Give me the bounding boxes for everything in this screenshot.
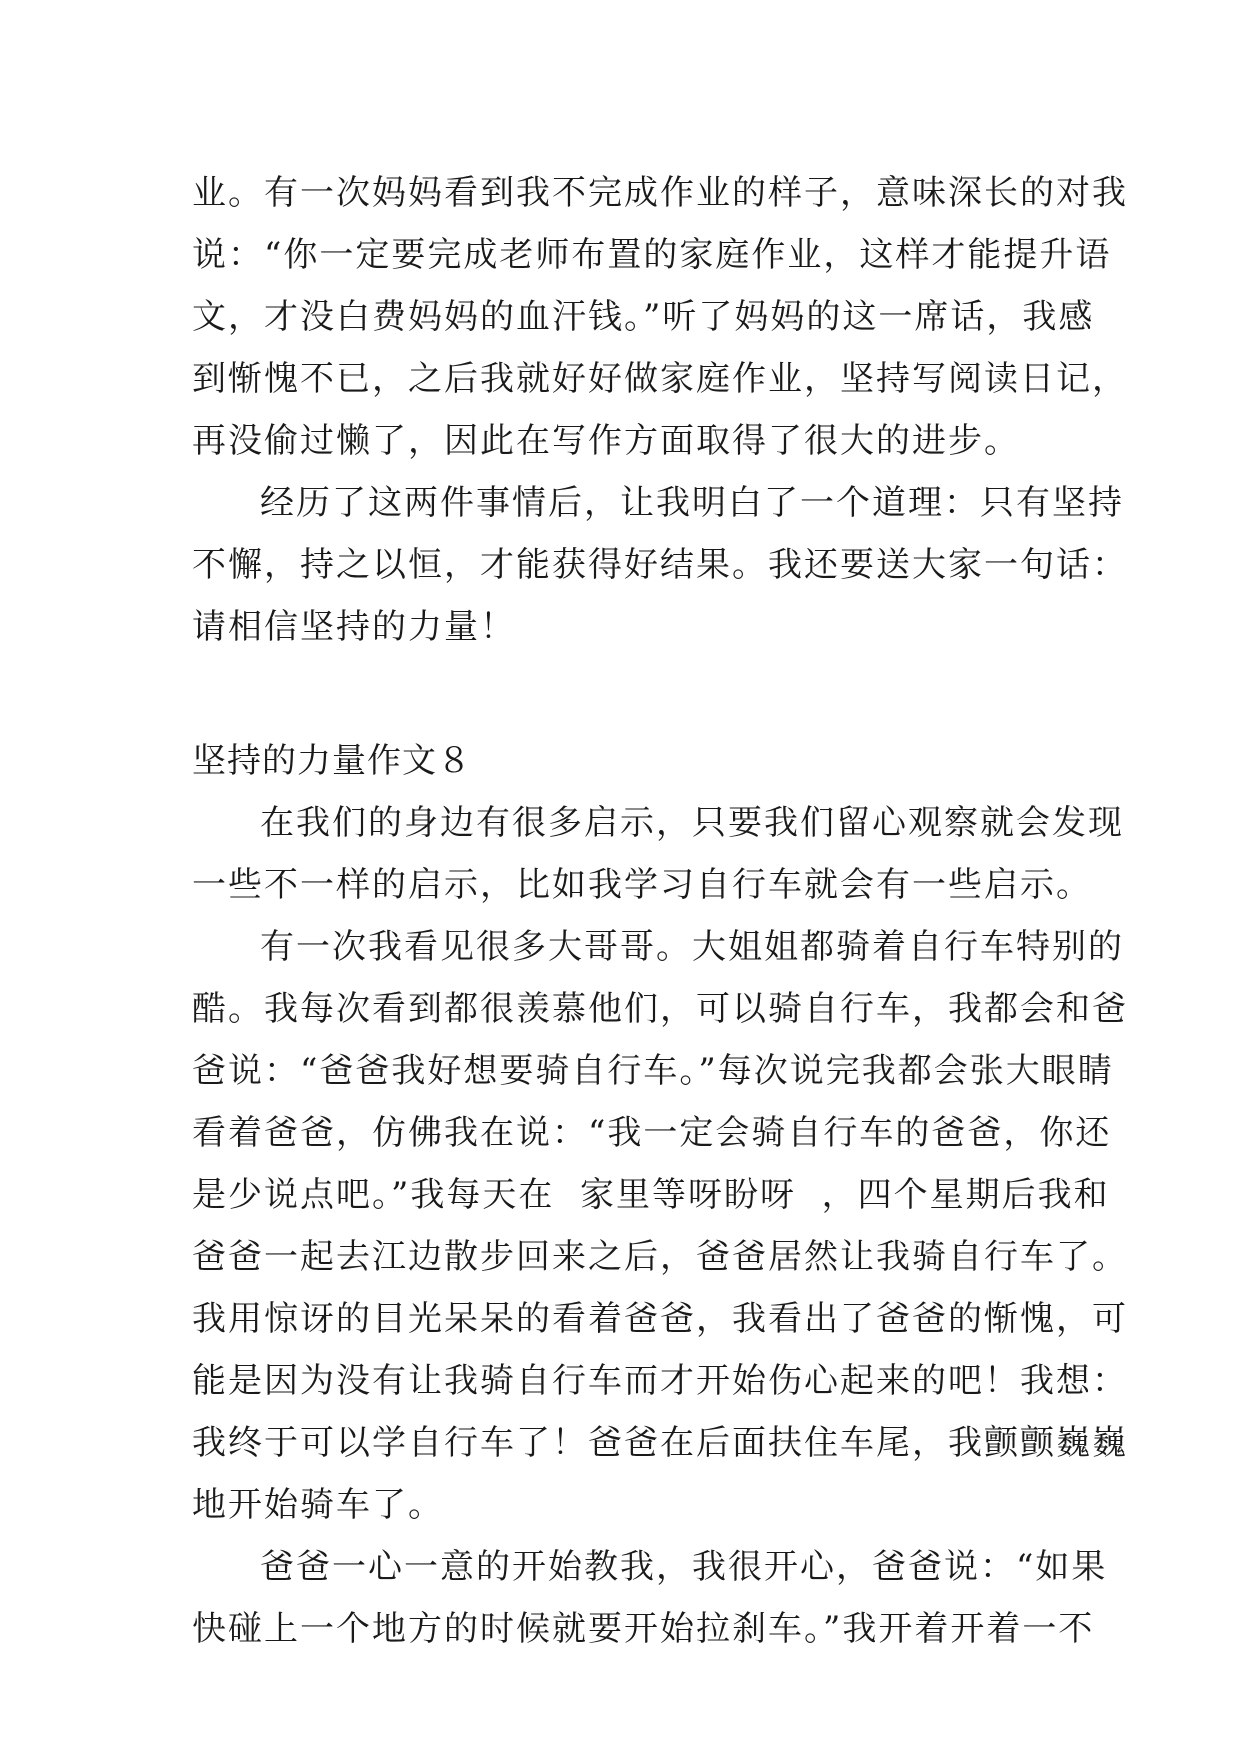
text-line: 爸爸一心一意的开始教我，我很开心，爸爸说：“如果	[260, 1547, 1108, 1587]
document-body	[192, 162, 1128, 1660]
text-line: 请相信坚持的力量！	[192, 607, 516, 647]
text-line: 酷。我每次看到都很羡慕他们，可以骑自行车，我都会和爸	[192, 989, 1128, 1029]
text-line: 快碰上一个地方的时候就要开始拉刹车。”我开着开着一不	[192, 1609, 1095, 1649]
text-line: 再没偷过懒了，因此在写作方面取得了很大的进步。	[192, 421, 1020, 461]
paragraph-teaching	[192, 1536, 1108, 1660]
text-line: 文，才没白费妈妈的血汗钱。”听了妈妈的这一席话，我感	[192, 297, 1095, 337]
text-line: 不懈，持之以恒，才能获得好结果。我还要送大家一句话：	[192, 545, 1128, 585]
text-line: 经历了这两件事情后，让我明白了一个道理：只有坚持	[260, 483, 1124, 523]
section-spacer	[192, 658, 1072, 730]
text-line: 业。有一次妈妈看到我不完成作业的样子，意味深长的对我	[192, 173, 1128, 213]
text-line: 地开始骑车了。	[192, 1485, 444, 1525]
text-line: 爸说：“爸爸我好想要骑自行车。”每次说完我都会张大眼睛	[192, 1051, 1114, 1091]
text-line: 能是因为没有让我骑自行车而才开始伤心起来的吧！我想：	[192, 1361, 1128, 1401]
section-title: 坚持的力量作文８	[192, 741, 472, 781]
paragraph-homework	[192, 162, 1128, 472]
text-line: 到惭愧不已，之后我就好好做家庭作业，坚持写阅读日记，	[192, 359, 1128, 399]
paragraph-bicycle	[192, 916, 1128, 1536]
text-line: 我终于可以学自行车了！爸爸在后面扶住车尾，我颤颤巍巍	[192, 1423, 1128, 1463]
text-line: 是少说点吧。”我每天在 家里等呀盼呀 ，四个星期后我和	[192, 1175, 1110, 1215]
paragraph-intro	[192, 792, 1124, 916]
text-line: 我用惊讶的目光呆呆的看着爸爸，我看出了爸爸的惭愧，可	[192, 1299, 1128, 1339]
text-line: 有一次我看见很多大哥哥。大姐姐都骑着自行车特别的	[260, 927, 1124, 967]
text-line: 说：“你一定要完成老师布置的家庭作业，这样才能提升语	[192, 235, 1112, 275]
paragraph-lesson	[192, 472, 1128, 658]
text-line: 在我们的身边有很多启示，只要我们留心观察就会发现	[260, 803, 1124, 843]
text-line: 一些不一样的启示，比如我学习自行车就会有一些启示。	[192, 865, 1092, 905]
text-line: 看着爸爸，仿佛我在说：“我一定会骑自行车的爸爸，你还	[192, 1113, 1112, 1153]
text-line: 爸爸一起去江边散步回来之后，爸爸居然让我骑自行车了。	[192, 1237, 1128, 1277]
